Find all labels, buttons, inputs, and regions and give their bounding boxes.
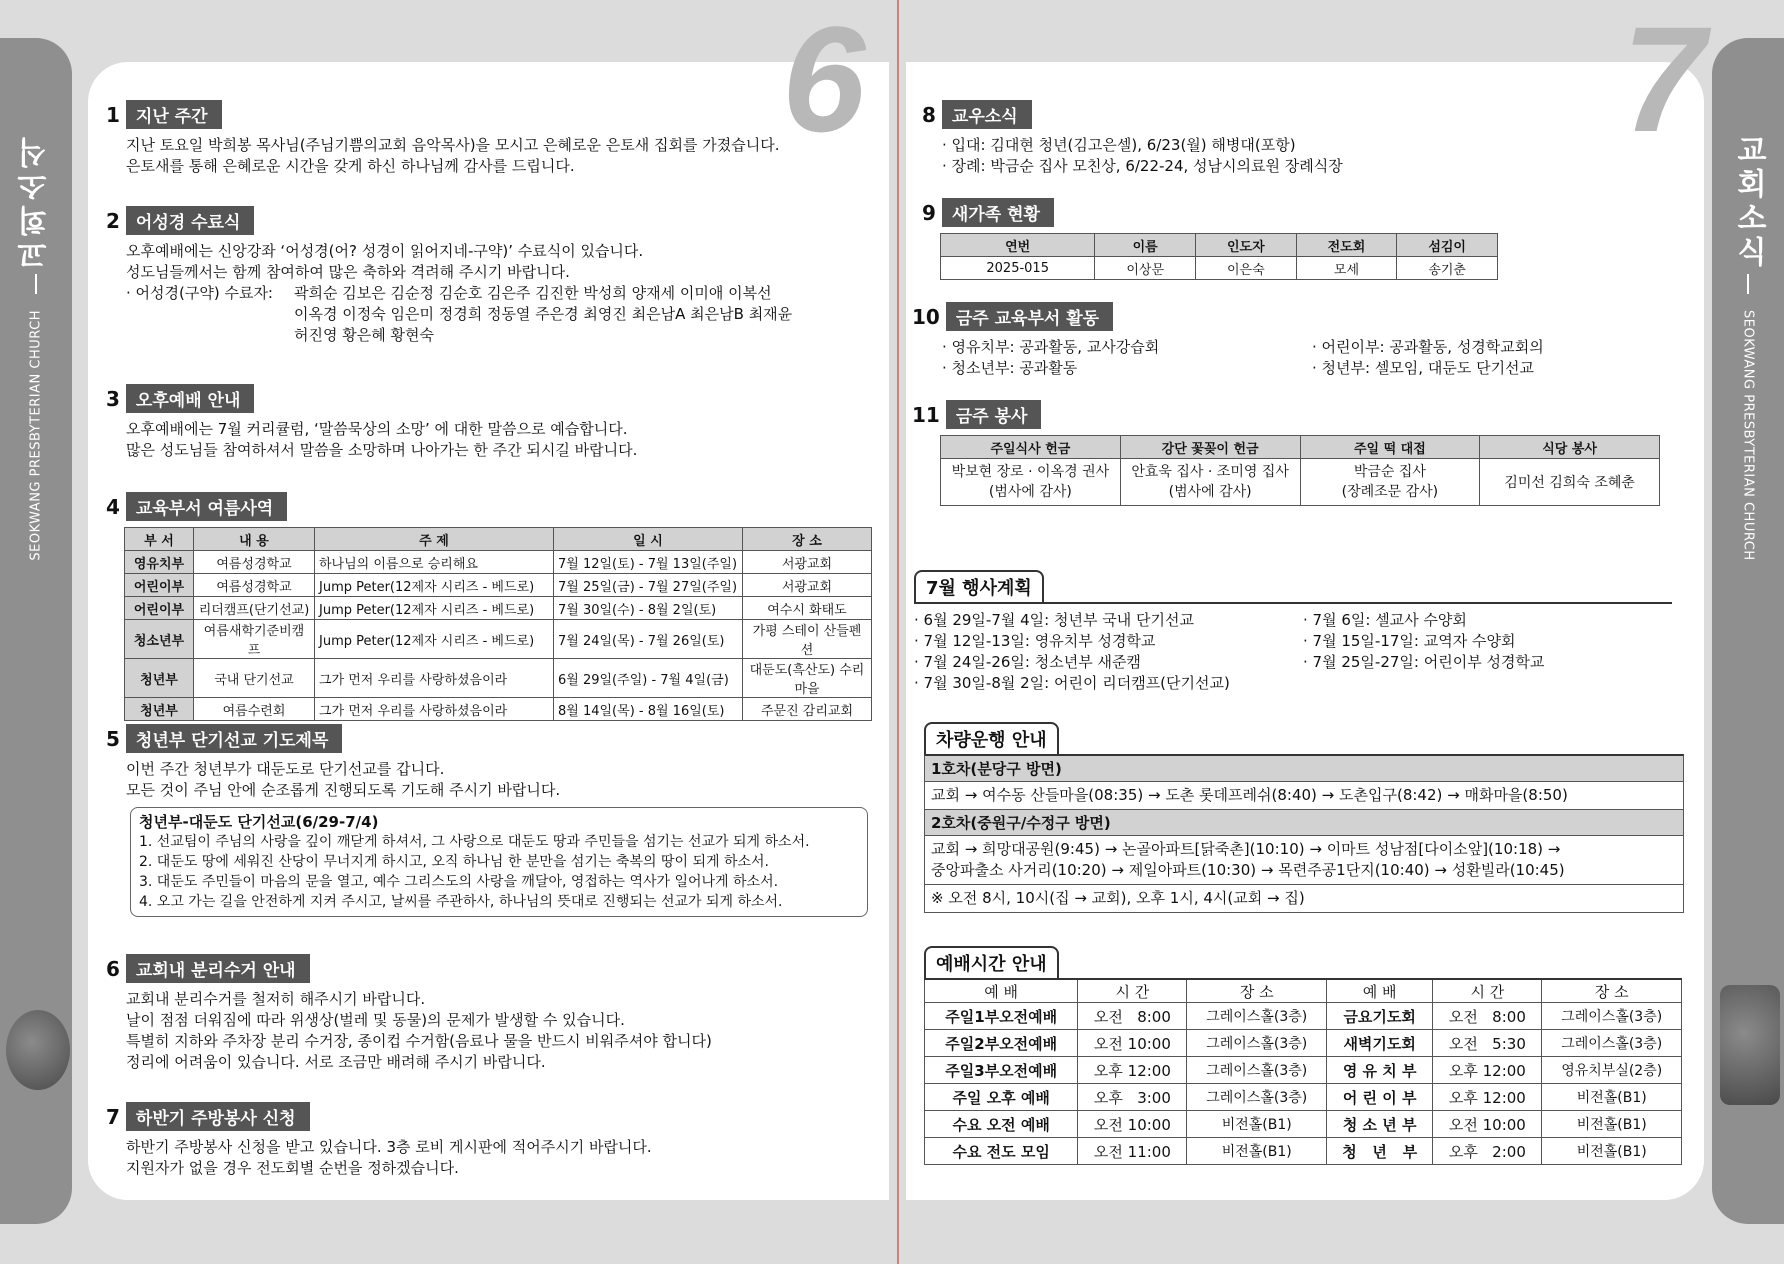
cell: 청 년 부 (1327, 1138, 1433, 1165)
cell: 오전 11:00 (1078, 1138, 1187, 1165)
section-mission-prayer (106, 724, 876, 917)
cell: 7월 12일(토) - 7월 13일(주일) (554, 551, 743, 574)
worship-table (924, 978, 1682, 1165)
section-title: 금주 교육부서 활동 (946, 302, 1113, 331)
page-number-left: 6 (782, 0, 866, 163)
cross-image (1720, 985, 1780, 1105)
center-fold-line (897, 0, 899, 1264)
table-row (125, 551, 872, 574)
cell: 새벽기도회 (1327, 1030, 1433, 1057)
cell (1480, 459, 1660, 506)
text-line: 이번 주간 청년부가 대둔도로 단기선교를 갑니다. (126, 760, 445, 778)
section-recycling (106, 954, 866, 1073)
car-1-header: 1호차(분당구 방면) (925, 756, 1683, 782)
text-line: 하반기 주방봉사 신청을 받고 있습니다. 3층 로비 게시판에 적어주시기 바랍니다. (126, 1138, 652, 1156)
section-bus-schedule (924, 722, 1684, 913)
cell: 오후 3:00 (1078, 1084, 1187, 1111)
route-line: 교회 → 희망대공원(9:45) → 논골아파트[닭죽촌](10:10) → 이마트 성남점[다이소앞](10:18) → (931, 840, 1561, 858)
cell: 2025-015 (941, 257, 1095, 280)
col-header: 부 서 (125, 528, 194, 551)
cell: 그레이스홀(3층) (1542, 1030, 1682, 1057)
col-header: 장 소 (1542, 979, 1682, 1003)
text-line: 정리에 어려움이 있습니다. 서로 조금만 배려해 주시기 바랍니다. (126, 1053, 546, 1071)
cell: 오전 5:30 (1433, 1030, 1542, 1057)
cell: 청소년부 (125, 620, 194, 659)
cell: 비전홀(B1) (1187, 1138, 1327, 1165)
summer-ministry-table (124, 527, 872, 721)
section-title: 교회내 분리수거 안내 (126, 954, 310, 983)
section-new-family (922, 198, 1682, 280)
graduates-names (294, 283, 792, 346)
names-line: 이옥경 이정숙 임은미 정경희 정동열 주은경 최영진 최은남A 최은남B 최재윤 (294, 305, 793, 323)
text-line: 많은 성도님들 참여하셔서 말씀을 소망하며 나아가는 한 주간 되시길 바랍니다. (126, 441, 638, 459)
cell (941, 459, 1121, 506)
section-number: 3 (106, 386, 120, 411)
event-item: · 6월 29일-7월 4일: 청년부 국내 단기선교 (914, 611, 1194, 629)
section-number: 11 (912, 402, 940, 427)
section-title: 하반기 주방봉사 신청 (126, 1102, 310, 1131)
col-header: 예 배 (925, 979, 1078, 1003)
cell: 대둔도(흑산도) 수리마을 (743, 659, 872, 698)
col-header: 내 용 (194, 528, 315, 551)
cell: 7월 30일(수) - 8월 2일(토) (554, 597, 743, 620)
event-item: · 7월 24일-26일: 청소년부 새준캠 (914, 653, 1141, 671)
cell: 여수시 화태도 (743, 597, 872, 620)
cell: Jump Peter(12제자 시리즈 - 베드로) (315, 574, 554, 597)
event-item: · 7월 15일-17일: 교역자 수양회 (1303, 632, 1516, 650)
side-title: 교회소식 (1731, 134, 1766, 270)
table-row (925, 1030, 1682, 1057)
cell: 영유치부 (125, 551, 194, 574)
text-line: 모든 것이 주님 안에 순조롭게 진행되도록 기도해 주시기 바랍니다. (126, 781, 561, 799)
col-header: 식당 봉사 (1480, 436, 1660, 459)
bus-note: ※ 오전 8시, 10시(집 → 교회), 오후 1시, 4시(교회 → 집) (931, 889, 1305, 907)
event-item: · 7월 6일: 셀교사 수양회 (1303, 611, 1467, 629)
event-item: · 7월 30일-8월 2일: 어린이 리더캠프(단기선교) (914, 674, 1230, 692)
section-title: 어성경 수료식 (126, 206, 254, 235)
page-number-right: 7 (1622, 0, 1706, 163)
car-2-route (925, 836, 1683, 885)
prayer-item: 2. 대둔도 땅에 세워진 산당이 무너지게 하시고, 오직 하나님 한 분만을 섬기는 축복의 땅이 되게 하소서. (139, 854, 769, 870)
table-row (941, 257, 1498, 280)
cell: 오후 12:00 (1433, 1084, 1542, 1111)
cell: 오전 10:00 (1433, 1111, 1542, 1138)
cell: 비전홀(B1) (1542, 1138, 1682, 1165)
cell: 그가 먼저 우리를 사랑하셨음이라 (315, 698, 554, 721)
col-header: 인도자 (1196, 234, 1297, 257)
event-item: · 7월 25일-27일: 어린이부 성경학교 (1303, 653, 1545, 671)
cell: 송기춘 (1397, 257, 1498, 280)
prayer-item: 4. 오고 가는 길을 안전하게 지켜 주시고, 날씨를 주관하사, 하나님의 뜻대로 진행되는 선교가 되게 하소서. (139, 894, 783, 910)
cell: 이은숙 (1196, 257, 1297, 280)
text-line: 교회내 분리수거를 철저히 해주시기 바랍니다. (126, 990, 426, 1008)
service-table (940, 435, 1660, 506)
cell: 어린이부 (125, 574, 194, 597)
section-title: 교육부서 여름사역 (126, 492, 287, 521)
cell: 비전홀(B1) (1187, 1111, 1327, 1138)
event-item: · 7월 12일-13일: 영유치부 성경학교 (914, 632, 1156, 650)
cell: 금요기도회 (1327, 1003, 1433, 1030)
text-line: · 장례: 박금순 집사 모친상, 6/22-24, 성남시의료원 장례식장 (942, 157, 1343, 175)
cell: 어 린 이 부 (1327, 1084, 1433, 1111)
section-number: 6 (106, 956, 120, 981)
cell (1120, 459, 1300, 506)
cell: 그가 먼저 우리를 사랑하셨음이라 (315, 659, 554, 698)
section-title: 오후예배 안내 (126, 384, 254, 413)
cell: 여름성경학교 (194, 551, 315, 574)
cell: 국내 단기선교 (194, 659, 315, 698)
col-header: 연번 (941, 234, 1095, 257)
section-number: 9 (922, 200, 936, 225)
cell: 하나님의 이름으로 승리해요 (315, 551, 554, 574)
text-line: · 입대: 김대현 청년(김고은셀), 6/23(월) 해병대(포항) (942, 136, 1296, 154)
section-number: 7 (106, 1104, 120, 1129)
car-2-header: 2호차(중원구/수정구 방면) (925, 810, 1683, 836)
cell: 가평 스테이 산들펜션 (743, 620, 872, 659)
cell: 7월 24일(목) - 7월 26일(토) (554, 620, 743, 659)
cell: 청 소 년 부 (1327, 1111, 1433, 1138)
cell: 청년부 (125, 659, 194, 698)
cell-line: (장례조문 감사) (1341, 484, 1439, 500)
cell: 그레이스홀(3층) (1187, 1084, 1327, 1111)
cell-line: 박금순 집사 (1353, 464, 1426, 480)
col-header: 주일 떡 대접 (1300, 436, 1480, 459)
col-header: 장 소 (1187, 979, 1327, 1003)
section-education-activity (912, 302, 1682, 379)
cell: 여름성경학교 (194, 574, 315, 597)
bus-table (924, 754, 1684, 913)
text-line: · 어린이부: 공과활동, 성경학교회의 (1312, 338, 1544, 356)
section-kitchen-service (106, 1102, 866, 1179)
cell: 영유치부실(2층) (1542, 1057, 1682, 1084)
text-line: 지난 토요일 박희봉 목사님(주님기쁨의교회 음악목사)을 모시고 은혜로운 은토새 집회를 가졌습니다. (126, 136, 780, 154)
cell: 오후 2:00 (1433, 1138, 1542, 1165)
bus-title: 차량운행 안내 (924, 722, 1059, 754)
table-row (925, 1138, 1682, 1165)
side-divider (1747, 274, 1749, 294)
col-header: 주일식사 헌금 (941, 436, 1121, 459)
section-afternoon-worship (106, 384, 866, 461)
cell: 수요 전도 모임 (925, 1138, 1078, 1165)
cell: 그레이스홀(3층) (1542, 1003, 1682, 1030)
cell (1300, 459, 1480, 506)
cell: 그레이스홀(3층) (1187, 1057, 1327, 1084)
table-row (941, 459, 1660, 506)
text-line: 지원자가 없을 경우 전도회별 순번을 정하겠습니다. (126, 1159, 459, 1177)
cell: Jump Peter(12제자 시리즈 - 베드로) (315, 620, 554, 659)
cell: 여름새학기준비캠프 (194, 620, 315, 659)
names-line: 곽희순 김보은 김순정 김순호 김은주 김진한 박성희 양재세 이미애 이복선 (294, 284, 772, 302)
cell: 주문진 감리교회 (743, 698, 872, 721)
prayer-box (130, 807, 868, 917)
cell: 비전홀(B1) (1542, 1084, 1682, 1111)
table-row (125, 698, 872, 721)
section-member-news (922, 100, 1682, 177)
cell: 여름수련회 (194, 698, 315, 721)
prayer-item: 3. 대둔도 주민들이 마음의 문을 열고, 예수 그리스도의 사랑을 깨달아, 영접하는 역사가 일어나게 하소서. (139, 874, 779, 890)
text-line: · 청년부: 셀모임, 대둔도 단기선교 (1312, 359, 1535, 377)
cell: Jump Peter(12제자 시리즈 - 베드로) (315, 597, 554, 620)
col-header: 강단 꽃꽂이 헌금 (1120, 436, 1300, 459)
section-number: 2 (106, 208, 120, 233)
text-line: 오후예배에는 신앙강좌 ‘어성경(어? 성경이 읽어지네-구약)’ 수료식이 있습니다. (126, 242, 644, 260)
side-title: 교회소식 (18, 134, 53, 270)
section-july-events (914, 570, 1672, 694)
new-family-table (940, 233, 1498, 280)
cell: 주일2부오전예배 (925, 1030, 1078, 1057)
cell: 모세 (1296, 257, 1397, 280)
text-line: · 청소년부: 공과활동 (942, 359, 1078, 377)
col-header: 장 소 (743, 528, 872, 551)
table-row (125, 597, 872, 620)
col-header: 시 간 (1433, 979, 1542, 1003)
table-row (125, 659, 872, 698)
prayer-item: 1. 선교팀이 주님의 사랑을 깊이 깨닫게 하셔서, 그 사랑으로 대둔도 땅과 주민들을 섬기는 선교가 되게 하소서. (139, 834, 810, 850)
cell: 수요 오전 예배 (925, 1111, 1078, 1138)
cell-line: (범사에 감사) (1168, 484, 1252, 500)
hands-plant-image (6, 1010, 70, 1090)
text-line: 오후예배에는 7월 커리큘럼, ‘말씀묵상의 소망’ 에 대한 말씀으로 예습합니다. (126, 420, 628, 438)
section-last-week (106, 100, 866, 177)
section-number: 4 (106, 494, 120, 519)
cell: 6월 29일(주일) - 7월 4일(금) (554, 659, 743, 698)
cell: 주일3부오전예배 (925, 1057, 1078, 1084)
section-summer-ministry (106, 492, 876, 721)
col-header: 이름 (1095, 234, 1196, 257)
table-row (125, 620, 872, 659)
cell: 리더캠프(단기선교) (194, 597, 315, 620)
cell-line: 박보현 장로 · 이옥경 권사 (951, 464, 1110, 480)
table-row (925, 1057, 1682, 1084)
text-line: 날이 점점 더워짐에 따라 위생상(벌레 및 동물)의 문제가 발생할 수 있습니다. (126, 1011, 625, 1029)
cell-line: 안효욱 집사 · 조미영 집사 (1131, 464, 1289, 480)
worship-title: 예배시간 안내 (924, 946, 1059, 978)
section-number: 1 (106, 102, 120, 127)
cell-line: (범사에 감사) (988, 484, 1072, 500)
side-divider (35, 274, 37, 294)
col-header: 시 간 (1078, 979, 1187, 1003)
cell: 오전 10:00 (1078, 1111, 1187, 1138)
cell: 비전홀(B1) (1542, 1111, 1682, 1138)
cell: 어린이부 (125, 597, 194, 620)
text-line: 성도님들께서는 함께 참여하여 많은 축하와 격려해 주시기 바랍니다. (126, 263, 570, 281)
section-worship-times (924, 946, 1684, 1165)
cell: 청년부 (125, 698, 194, 721)
section-number: 8 (922, 102, 936, 127)
cell: 7월 25일(금) - 7월 27일(주일) (554, 574, 743, 597)
col-header: 섬김이 (1397, 234, 1498, 257)
cell: 오전 8:00 (1078, 1003, 1187, 1030)
section-title: 청년부 단기선교 기도제목 (126, 724, 342, 753)
section-number: 5 (106, 726, 120, 751)
cell: 서광교회 (743, 551, 872, 574)
graduates-label: · 어성경(구약) 수료자: (126, 284, 273, 302)
car-1-route: 교회 → 여수동 산들마을(08:35) → 도촌 롯데프레쉬(8:40) → 도촌입구(8:42) → 매화마을(8:50) (925, 782, 1683, 810)
side-english-name: SEOKWANG PRESBYTERIAN CHURCH (1740, 310, 1756, 561)
section-bible-completion (106, 206, 866, 346)
section-number: 10 (912, 304, 940, 329)
col-header: 예 배 (1327, 979, 1433, 1003)
col-header: 전도회 (1296, 234, 1397, 257)
table-row (925, 1084, 1682, 1111)
text-line: · 영유치부: 공과활동, 교사강습회 (942, 338, 1160, 356)
col-header: 주 제 (315, 528, 554, 551)
cell: 주일 오후 예배 (925, 1084, 1078, 1111)
side-english-name: SEOKWANG PRESBYTERIAN CHURCH (28, 310, 44, 561)
cell: 서광교회 (743, 574, 872, 597)
cell-line: 김미선 김희숙 조혜춘 (1504, 475, 1635, 491)
section-title: 교우소식 (942, 100, 1032, 129)
section-weekly-service (912, 400, 1682, 506)
cell: 오전 10:00 (1078, 1030, 1187, 1057)
cell: 그레이스홀(3층) (1187, 1003, 1327, 1030)
cell: 8월 14일(목) - 8월 16일(토) (554, 698, 743, 721)
table-row (925, 1111, 1682, 1138)
table-row (125, 574, 872, 597)
section-title: 금주 봉사 (946, 400, 1042, 429)
section-title: 지난 주간 (126, 100, 222, 129)
col-header: 일 시 (554, 528, 743, 551)
cell: 이상문 (1095, 257, 1196, 280)
table-row (925, 1003, 1682, 1030)
cell: 오후 12:00 (1078, 1057, 1187, 1084)
cell: 영 유 치 부 (1327, 1057, 1433, 1084)
text-line: 특별히 지하와 주차장 분리 수거장, 종이컵 수거함(음료나 물을 반드시 비워주셔야 합니다) (126, 1032, 712, 1050)
text-line: 은토새를 통해 은혜로운 시간을 갖게 하신 하나님께 감사를 드립니다. (126, 157, 575, 175)
cell: 주일1부오전예배 (925, 1003, 1078, 1030)
route-line: 중앙파출소 사거리(10:20) → 제일아파트(10:30) → 목련주공1단지(10:40) → 성환빌라(10:45) (931, 861, 1565, 879)
section-title: 새가족 현황 (942, 198, 1054, 227)
cell: 오후 12:00 (1433, 1057, 1542, 1084)
names-line: 허진영 황은혜 황현숙 (294, 326, 434, 344)
cell: 그레이스홀(3층) (1187, 1030, 1327, 1057)
cell: 오전 8:00 (1433, 1003, 1542, 1030)
events-title: 7월 행사계획 (914, 570, 1044, 602)
prayer-box-title: 청년부-대둔도 단기선교(6/29-7/4) (139, 813, 379, 831)
